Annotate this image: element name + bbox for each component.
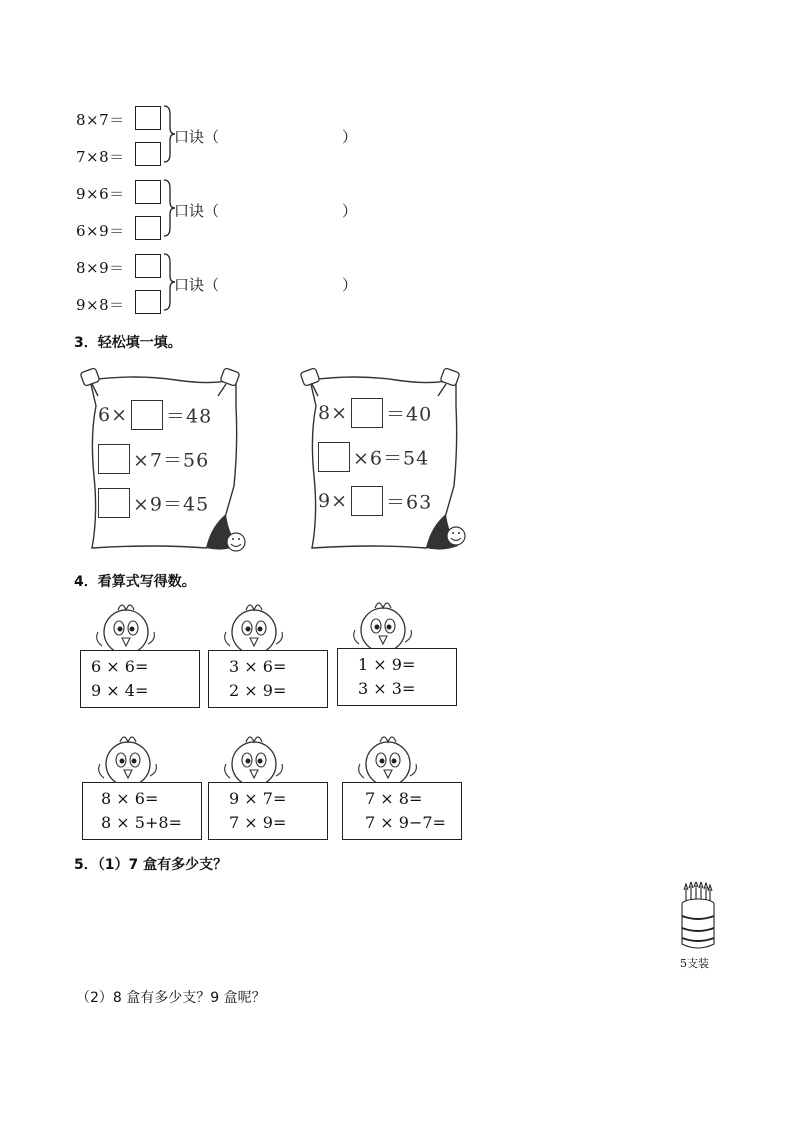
chick-icon — [208, 730, 330, 790]
equation-card — [80, 650, 200, 708]
chick-icon — [208, 598, 330, 658]
card-equation-1: 3 × 6= — [229, 657, 287, 676]
pot-label: 5支装 — [680, 957, 709, 970]
eq-part: 8× — [318, 402, 349, 424]
answer-box[interactable] — [135, 142, 161, 166]
koujue-close: ） — [342, 276, 358, 294]
koujue-label — [174, 126, 358, 147]
chick-card — [208, 598, 330, 710]
koujue-close: ） — [342, 128, 358, 146]
section-5-question-1: 5．（1）7 盒有多少支？ — [74, 857, 228, 873]
chick-card — [82, 730, 204, 842]
paper-equation — [98, 400, 212, 430]
equation: 7×8＝ — [76, 148, 125, 166]
koujue-open: 口诀（ — [174, 202, 220, 220]
koujue-label — [174, 200, 358, 221]
koujue-open: 口诀（ — [174, 128, 220, 146]
card-equation-1: 9 × 7= — [229, 789, 287, 808]
eq-part: 6× — [98, 404, 129, 426]
equation: 9×8＝ — [76, 296, 125, 314]
eq-part: ×7＝56 — [133, 449, 210, 472]
equation: 8×9＝ — [76, 259, 125, 277]
paper-equation — [98, 444, 209, 474]
paper-sheet-left — [76, 366, 276, 556]
equation-card — [208, 782, 328, 840]
answer-box[interactable] — [135, 254, 161, 278]
paper-equation — [98, 488, 209, 518]
equation-card — [82, 782, 202, 840]
koujue-close: ） — [342, 202, 358, 220]
chick-card — [208, 730, 330, 842]
card-equation-1: 8 × 6= — [101, 789, 159, 808]
equation-card — [342, 782, 462, 840]
section-3-heading: 3．轻松填一填。 — [74, 335, 182, 351]
chick-card — [337, 596, 459, 708]
chick-icon — [80, 598, 202, 658]
paper-sheet-right — [296, 366, 496, 556]
chick-icon — [342, 730, 464, 790]
answer-box[interactable] — [98, 444, 130, 474]
eq-part: ×6＝54 — [353, 447, 430, 470]
answer-box[interactable] — [318, 442, 350, 472]
equation-card — [208, 650, 328, 708]
eq-part: ＝63 — [386, 491, 433, 514]
card-equation-2: 9 × 4= — [91, 681, 149, 700]
answer-box[interactable] — [351, 398, 383, 428]
card-equation-1: 6 × 6= — [91, 657, 149, 676]
koujue-label — [174, 274, 358, 295]
eq-part: ×9＝45 — [133, 493, 210, 516]
equation-card — [337, 648, 457, 706]
card-equation-2: 2 × 9= — [229, 681, 287, 700]
paper-equation — [318, 442, 429, 472]
answer-box[interactable] — [351, 486, 383, 516]
chick-card — [342, 730, 464, 842]
equation: 8×7＝ — [76, 111, 125, 129]
equation: 9×6＝ — [76, 185, 125, 203]
card-equation-1: 1 × 9= — [358, 655, 416, 674]
chick-card — [80, 598, 202, 710]
koujue-open: 口诀（ — [174, 276, 220, 294]
chick-icon — [337, 596, 459, 656]
card-equation-2: 7 × 9= — [229, 813, 287, 832]
card-equation-2: 8 × 5+8= — [101, 813, 182, 832]
paper-equation — [318, 398, 432, 428]
answer-box[interactable] — [135, 106, 161, 130]
answer-box[interactable] — [135, 290, 161, 314]
section-4-heading: 4．看算式写得数。 — [74, 574, 196, 590]
answer-box[interactable] — [131, 400, 163, 430]
eq-part: ＝40 — [386, 403, 433, 426]
paper-equation — [318, 486, 432, 516]
eq-part: ＝48 — [166, 405, 213, 428]
answer-box[interactable] — [135, 216, 161, 240]
answer-box[interactable] — [98, 488, 130, 518]
answer-box[interactable] — [135, 180, 161, 204]
eq-part: 9× — [318, 490, 349, 512]
equation: 6×9＝ — [76, 222, 125, 240]
card-equation-1: 7 × 8= — [365, 789, 423, 808]
smiley-icon — [227, 533, 245, 551]
chick-icon — [82, 730, 204, 790]
card-equation-2: 7 × 9−7= — [365, 813, 446, 832]
card-equation-2: 3 × 3= — [358, 679, 416, 698]
section-5-question-2: （2）8 盒有多少支？9 盒呢？ — [76, 990, 266, 1006]
